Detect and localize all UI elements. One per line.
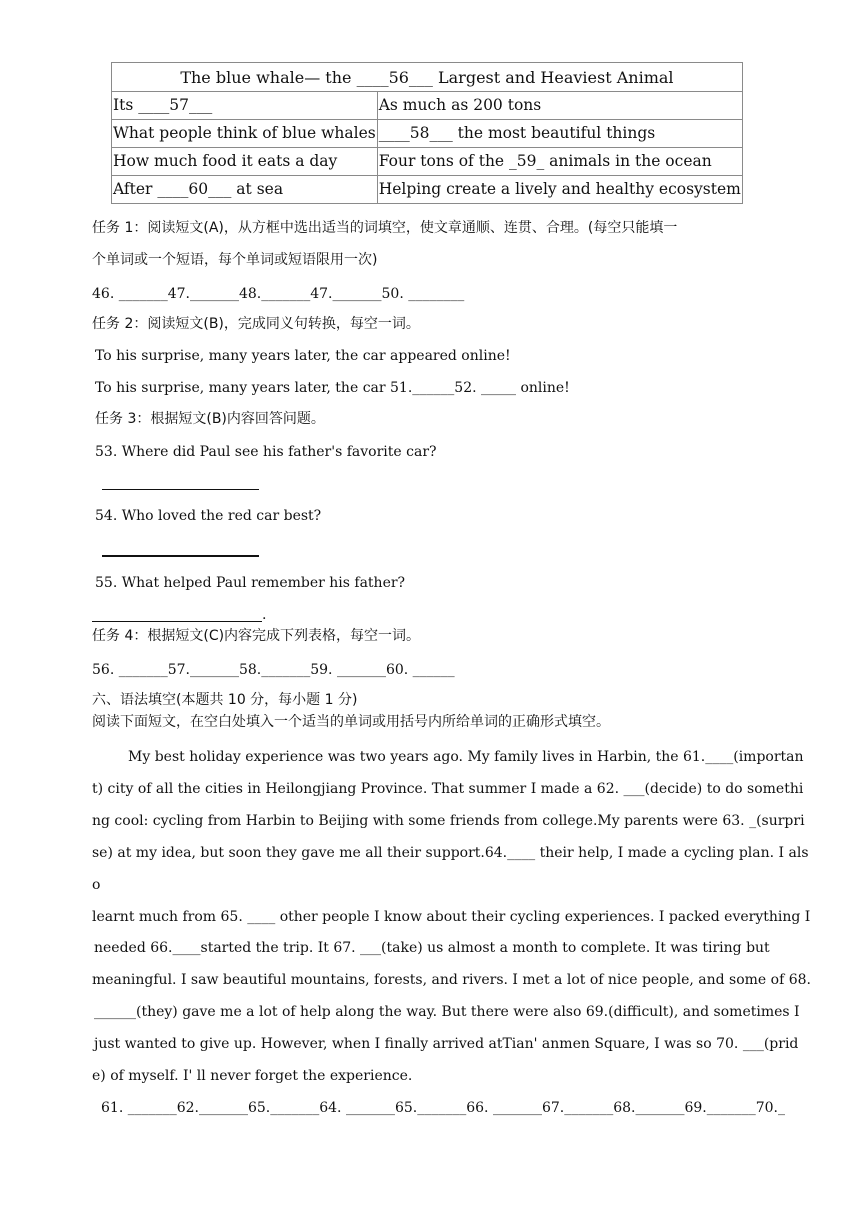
- task2-rewrite-sentence: To his surprise, many years later, the car 51.______52. _____ online!: [95, 380, 570, 396]
- task2-instruction: 任务 2：阅读短文(B)，完成同义句转换，每空一词。: [92, 316, 420, 332]
- passage-line: meaningful. I saw beautiful mountains, forests, and rivers. I met a lot of nice people, and some of 68.: [92, 972, 811, 988]
- task4-instruction: 任务 4：根据短文(C)内容完成下列表格，每空一词。: [92, 628, 421, 644]
- question-53: 53. Where did Paul see his father's favorite car?: [95, 444, 437, 460]
- passage-line: o: [92, 877, 101, 893]
- table-cell: After ____60___ at sea: [112, 176, 378, 204]
- section6-instruction: 阅读下面短文，在空白处填入一个适当的单词或用括号内所给单词的正确形式填空。: [92, 714, 610, 730]
- task1-answer-line: 46. _______47._______48._______47._______50. ________: [92, 286, 465, 302]
- table-cell: What people think of blue whales: [112, 120, 378, 148]
- table-cell: As much as 200 tons: [377, 92, 742, 120]
- blue-whale-table: [111, 62, 743, 204]
- task1-instruction-line1: 任务 1：阅读短文(A)，从方框中选出适当的词填空，使文章通顺、连贯、合理。(每空只能填一: [92, 220, 678, 236]
- table-cell: Four tons of the _59_ animals in the ocean: [377, 148, 742, 176]
- task1-instruction-line2: 个单词或一个短语，每个单词或短语限用一次): [92, 252, 378, 268]
- passage-line: needed 66.____started the trip. It 67. ___(take) us almost a month to complete. It was tiring but: [94, 940, 770, 956]
- passage-line: se) at my idea, but soon they gave me all their support.64.____ their help, I made a cycling plan. I als: [92, 845, 809, 861]
- table-row: [112, 176, 743, 204]
- answer-line-54: [102, 555, 259, 557]
- question-54: 54. Who loved the red car best?: [95, 508, 322, 524]
- answer-line-53: [102, 489, 259, 490]
- table-row: [112, 92, 743, 120]
- answer-line-55: [92, 621, 262, 622]
- section6-answer-line: 61. _______62._______65._______64. _______65._______66. _______67._______68._______69._______70._: [101, 1100, 785, 1116]
- table-cell: Its ____57___: [112, 92, 378, 120]
- table-title: The blue whale— the ____56___ Largest and Heaviest Animal: [112, 63, 743, 92]
- passage-line: ng cool: cycling from Harbin to Beijing with some friends from college.My parents were 63. _(surpri: [92, 813, 805, 829]
- table-row: [112, 148, 743, 176]
- question-55: 55. What helped Paul remember his father?: [95, 575, 406, 591]
- passage-line: ______(they) gave me a lot of help along the way. But there were also 69.(difficult), and sometimes I: [94, 1004, 800, 1020]
- passage-line: t) city of all the cities in Heilongjiang Province. That summer I made a 62. ___(decide) to do somethi: [92, 781, 804, 797]
- table-cell: ____58___ the most beautiful things: [377, 120, 742, 148]
- answer-55-period: .: [262, 607, 267, 623]
- table-cell: Helping create a lively and healthy ecosystem: [377, 176, 742, 204]
- task4-answer-line: 56. _______57._______58._______59. _______60. ______: [92, 662, 455, 678]
- table-row: [112, 120, 743, 148]
- passage-line: just wanted to give up. However, when I finally arrived atTian' anmen Square, I was so 70. ___(prid: [94, 1036, 799, 1052]
- passage-line: My best holiday experience was two years ago. My family lives in Harbin, the 61.____(importan: [128, 749, 804, 765]
- task2-original-sentence: To his surprise, many years later, the car appeared online!: [95, 348, 511, 364]
- passage-line: e) of myself. I' ll never forget the experience.: [92, 1068, 413, 1084]
- passage-line: learnt much from 65. ____ other people I know about their cycling experiences. I packed everything I: [92, 909, 811, 925]
- table-cell: How much food it eats a day: [112, 148, 378, 176]
- section6-heading: 六、语法填空(本题共 10 分，每小题 1 分): [92, 692, 358, 708]
- task3-instruction: 任务 3：根据短文(B)内容回答问题。: [95, 411, 325, 427]
